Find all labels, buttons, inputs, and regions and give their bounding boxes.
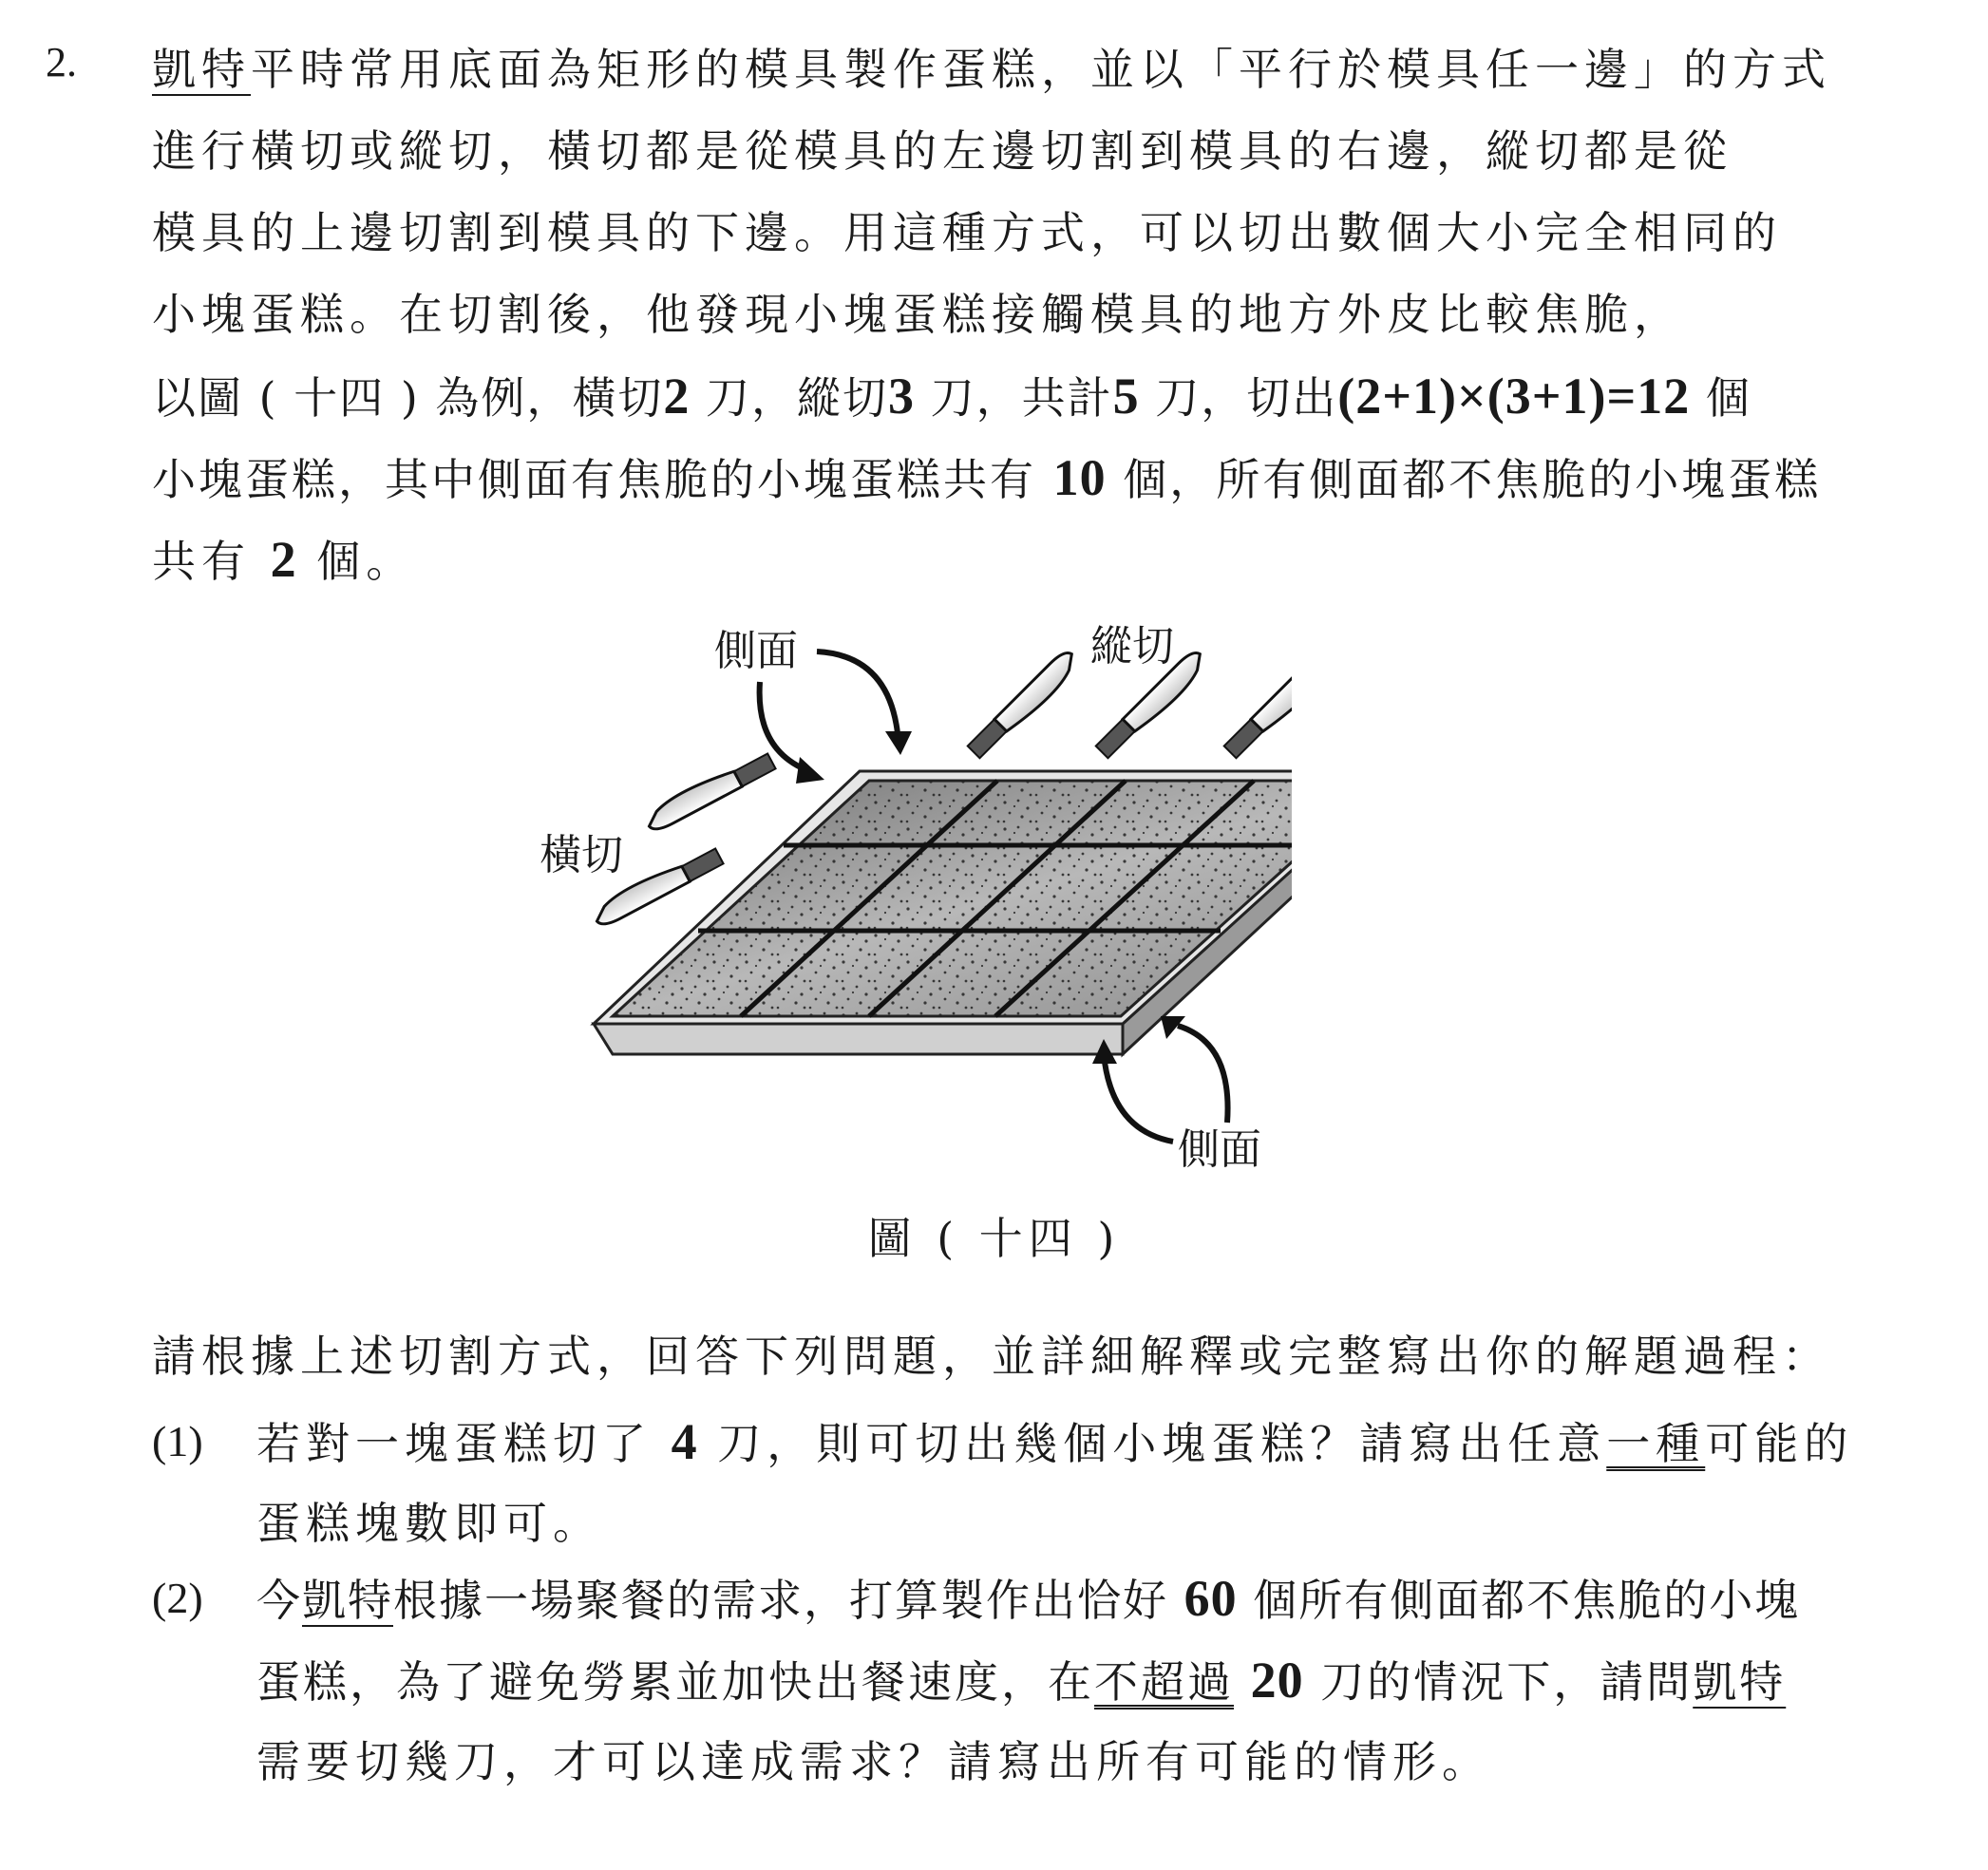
formula: (2+1)×(3+1)=12 xyxy=(1337,368,1691,425)
intro-line: 模具的上邊切割到模具的下邊。用這種方式，可以切出數個大小完全相同的 xyxy=(152,207,1782,258)
question-number: 2. xyxy=(46,39,77,85)
cake-mold-figure xyxy=(513,608,1292,1273)
question-intro xyxy=(152,28,1890,600)
horizontal-cut-knife xyxy=(643,748,776,834)
example-line: 共有 2 個。 xyxy=(152,531,416,588)
example-line: 小塊蛋糕，其中側面有焦脆的小塊蛋糕共有 10 個，所有側面都不焦脆的小塊蛋糕 xyxy=(152,449,1822,506)
arrow-side-bottom-2 xyxy=(1161,1016,1228,1123)
emphasis: 一種 xyxy=(1606,1418,1706,1469)
name-kate: 凱特 xyxy=(1693,1656,1787,1708)
figure-caption: 圖 ( 十四 ) xyxy=(867,1213,1121,1264)
intro-line: 凱特平時常用底面為矩形的模具製作蛋糕，並以「平行於模具任一邊」的方式 xyxy=(152,44,1831,95)
label-side-top: 側面 xyxy=(714,627,798,675)
sub-question-number: (2) xyxy=(152,1574,203,1622)
label-horizontal-cut: 橫切 xyxy=(540,831,623,879)
arrow-side-top-1 xyxy=(817,652,912,755)
sub-question-1: (1) 若對一塊蛋糕切了 4 刀，則可切出幾個小塊蛋糕？請寫出任意一種可能的 蛋糕塊數即可。 xyxy=(152,1401,1900,1572)
label-vertical-cut: 縱切 xyxy=(1090,622,1174,671)
example-line: 以圖 ( 十四 ) 為例，橫切2 刀，縱切3 刀，共計5 刀，切出(2+1)×(3+1)=12 個 xyxy=(152,368,1751,425)
prompt: 請根據上述切割方式，回答下列問題，並詳細解釋或完整寫出你的解題過程： xyxy=(152,1331,1831,1382)
name-kate: 凱特 xyxy=(152,44,251,95)
emphasis: 不超過 xyxy=(1094,1656,1234,1708)
intro-line: 小塊蛋糕。在切割後，他發現小塊蛋糕接觸模具的地方外皮比較焦脆， xyxy=(152,289,1683,340)
arrow-side-bottom-1 xyxy=(1092,1039,1173,1142)
intro-line: 進行橫切或縱切，橫切都是從模具的左邊切割到模具的右邊，縱切都是從 xyxy=(152,125,1732,177)
name-kate: 凱特 xyxy=(302,1575,393,1626)
vertical-cut-knife xyxy=(1224,648,1292,762)
sub-question-2: (2) 今凱特根據一場聚餐的需求，打算製作出恰好 60 個所有側面都不焦脆的小塊 蛋糕，為了避免勞累並加快出餐速度，在不超過 20 刀的情況下，請問凱特 需要切幾刀，才可以達成需求？請寫出所有可能的情形。 xyxy=(152,1558,1900,1814)
vertical-cut-knife xyxy=(968,648,1082,762)
label-side-bottom: 側面 xyxy=(1178,1125,1261,1174)
sub-question-number: (1) xyxy=(152,1417,203,1465)
